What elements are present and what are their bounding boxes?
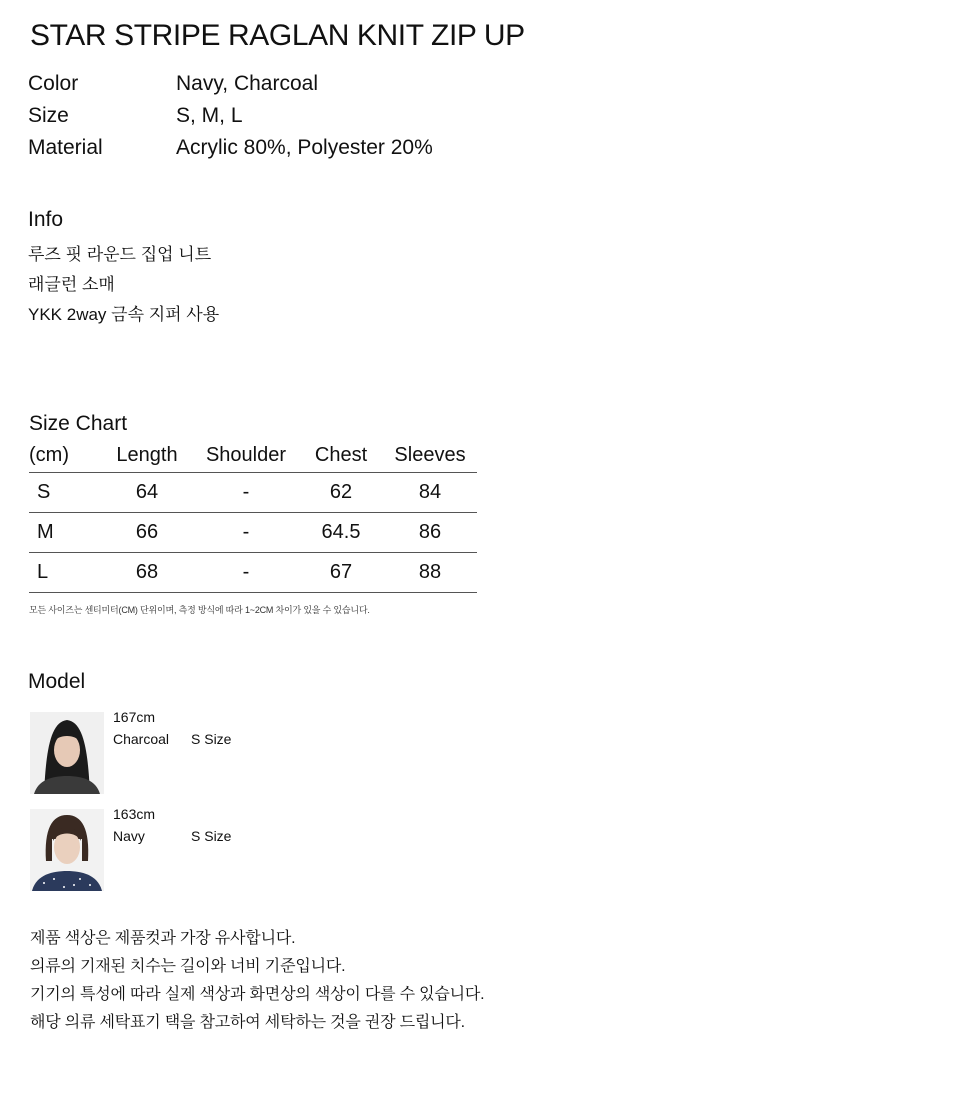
table-cell: 68 — [101, 553, 193, 593]
note-line: 제품 색상은 제품컷과 가장 유사합니다. — [30, 930, 296, 947]
table-cell: 86 — [383, 513, 477, 553]
info-heading: Info — [28, 208, 64, 231]
model-photo — [30, 712, 104, 794]
table-cell: - — [193, 473, 299, 513]
info-line: 래글런 소매 — [28, 275, 115, 294]
column-header-shoulder: Shoulder — [193, 438, 299, 473]
size-chart-header-row — [29, 438, 477, 473]
size-chart-table — [29, 438, 477, 593]
table-cell: 64.5 — [299, 513, 383, 553]
size-chart-note: 모든 사이즈는 센티미터(CM) 단위이며, 측정 방식에 따라 1~2CM 차이가 있을 수 있습니다. — [29, 605, 370, 615]
table-cell: L — [29, 553, 101, 593]
spec-value: Acrylic 80%, Polyester 20% — [176, 136, 433, 159]
care-notes — [30, 925, 484, 1037]
model-heading: Model — [28, 670, 86, 693]
table-cell: 66 — [101, 513, 193, 553]
spec-value: Navy, Charcoal — [176, 72, 318, 95]
model-card-charcoal — [30, 709, 232, 794]
spec-row-size — [28, 100, 433, 132]
spec-label: Color — [28, 72, 79, 95]
table-cell: - — [193, 513, 299, 553]
spec-row-material — [28, 132, 433, 164]
model-details — [113, 706, 231, 794]
info-line: 루즈 핏 라운드 집업 니트 — [28, 245, 212, 264]
size-chart-heading: Size Chart — [29, 412, 128, 435]
table-cell: S — [29, 473, 101, 513]
model-color: Navy — [113, 828, 145, 844]
info-list — [28, 240, 219, 330]
table-row — [29, 473, 477, 513]
table-cell: 88 — [383, 553, 477, 593]
model-size: S Size — [191, 731, 232, 747]
note-line: 기기의 특성에 따라 실제 색상과 화면상의 색상이 다를 수 있습니다. — [30, 986, 485, 1003]
spec-value: S, M, L — [176, 104, 243, 127]
model-portrait-icon — [30, 712, 104, 794]
table-cell: 62 — [299, 473, 383, 513]
model-size: S Size — [191, 828, 232, 844]
table-cell: - — [193, 553, 299, 593]
spec-label: Size — [28, 104, 69, 127]
column-header-length: Length — [101, 438, 193, 473]
product-title: STAR STRIPE RAGLAN KNIT ZIP UP — [30, 19, 525, 52]
table-cell: M — [29, 513, 101, 553]
model-height: 167cm — [113, 709, 156, 725]
column-header-sleeves: Sleeves — [383, 438, 477, 473]
spec-list — [28, 68, 433, 164]
column-header-unit: (cm) — [29, 438, 101, 473]
spec-label: Material — [28, 136, 103, 159]
column-header-chest: Chest — [299, 438, 383, 473]
table-cell: 67 — [299, 553, 383, 593]
model-height: 163cm — [113, 806, 156, 822]
table-row — [29, 513, 477, 553]
model-color: Charcoal — [113, 731, 170, 747]
table-row — [29, 553, 477, 593]
model-photo — [30, 809, 104, 891]
table-cell: 84 — [383, 473, 477, 513]
spec-row-color — [28, 68, 433, 100]
note-line: 의류의 기재된 치수는 길이와 너비 기준입니다. — [30, 958, 346, 975]
info-line: YKK 2way 금속 지퍼 사용 — [28, 305, 220, 324]
model-card-navy — [30, 806, 232, 891]
model-portrait-icon — [30, 809, 104, 891]
note-line: 해당 의류 세탁표기 택을 참고하여 세탁하는 것을 권장 드립니다. — [30, 1014, 465, 1031]
table-cell: 64 — [101, 473, 193, 513]
model-details — [113, 803, 231, 891]
